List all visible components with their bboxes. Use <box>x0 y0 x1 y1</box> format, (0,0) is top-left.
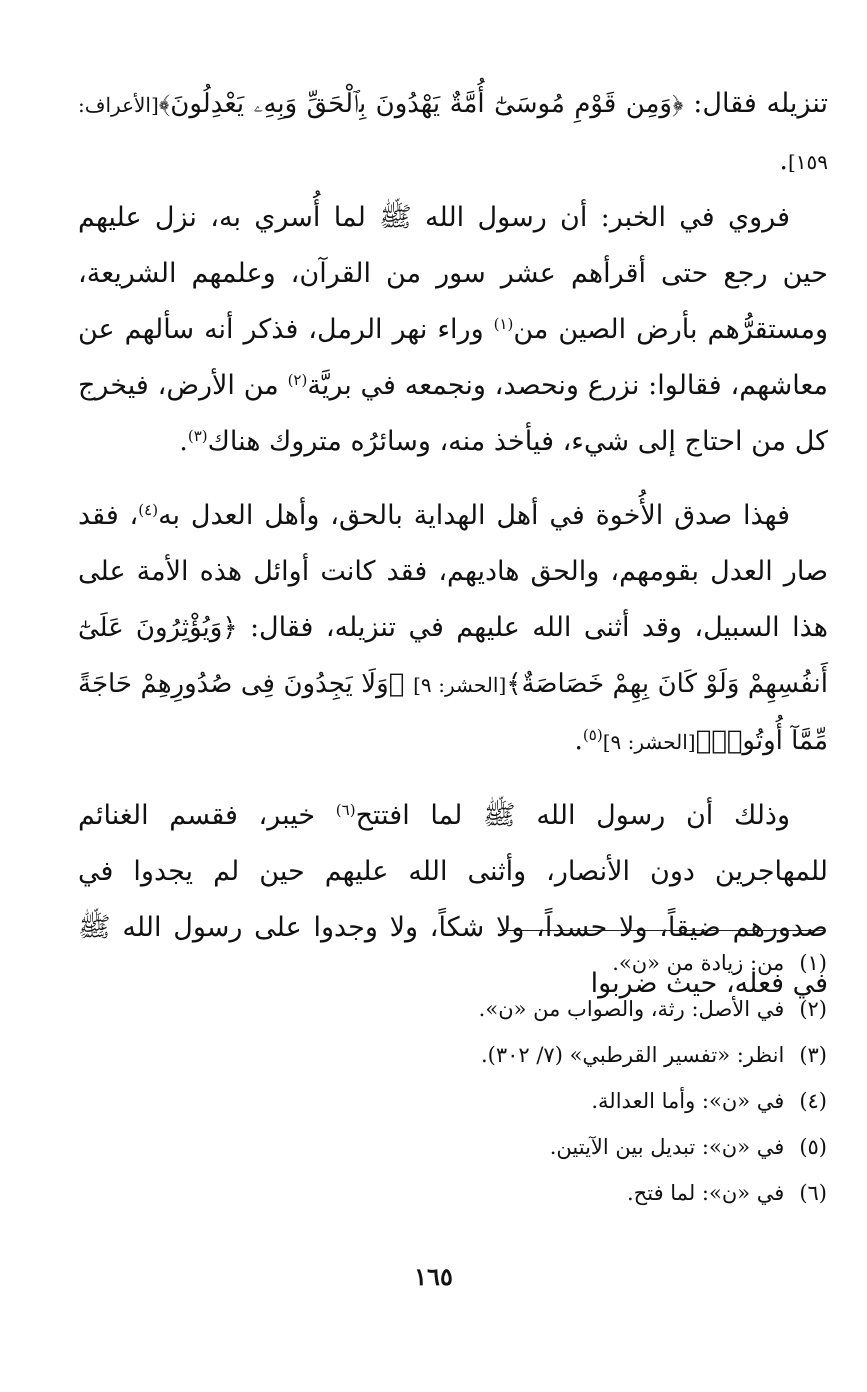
footnote-item <box>67 1032 827 1078</box>
body-text: . <box>779 145 788 176</box>
body-text: وراء نهر الرمل، فذكر أنه سألهم عن معاشهم، فقالوا: نزرع ونحصد، ونجمعه في بريَّة <box>78 314 828 401</box>
footnote-marker: (٦) <box>335 801 356 819</box>
footnote-number: (٢) <box>799 997 827 1021</box>
footnote-text: من: زيادة من «ن». <box>612 951 785 975</box>
body-paragraph <box>78 190 828 470</box>
footnote-item <box>67 986 827 1032</box>
main-text-body <box>78 76 828 1012</box>
quran-verse: ﴿وَلَا يَجِدُونَ فِى صُدُورِهِمْ حَاجَةً مِّمَّآ أُوتُوا۟﴾ <box>78 669 828 756</box>
footnote-number: (٦) <box>799 1181 827 1205</box>
verse-reference: [الأعراف: ١٥٩] <box>78 93 828 174</box>
page-number: ١٦٥ <box>414 1262 453 1291</box>
footnote-item <box>67 1124 827 1170</box>
footnote-item <box>67 940 827 986</box>
quran-verse: ﴿وَيُؤْثِرُونَ عَلَىٰٓ أَنفُسِهِمْ وَلَوْ كَانَ بِهِمْ خَصَاصَةٌ﴾ <box>78 613 828 699</box>
body-text: . <box>574 725 583 756</box>
footnote-text: في «ن»: لما فتح. <box>627 1181 785 1205</box>
footnote-marker: (٥) <box>582 726 603 744</box>
body-text: فهذا صدق الأُخوة في أهل الهداية بالحق، وأهل العدل به <box>158 500 790 531</box>
footnote-item <box>67 1078 827 1124</box>
body-text: من الأرض، فيخرج كل من احتاج إلى شيء، فيأخذ منه، وسائرُه متروك هناك <box>78 370 828 457</box>
footnote-text: في «ن»: تبديل بين الآيتين. <box>549 1135 785 1159</box>
body-text <box>404 668 413 699</box>
footnote-text: في الأصل: رثة، والصواب من «ن». <box>478 997 785 1021</box>
verse-reference: [الحشر: ٩] <box>413 673 507 697</box>
footnote-number: (٣) <box>799 1043 827 1067</box>
body-text: تنزيله فقال: <box>683 88 828 119</box>
body-text: خيبر، فقسم الغنائم للمهاجرين دون الأنصار، وأثنى الله عليهم حين لم يجدوا في صدورهم ضيقاً، ولا حسداً، ولا شكاً، ولا وجدوا على رسول الله ﷺ في فعله، حيث ضربوا <box>78 800 828 999</box>
body-text: وذلك أن رسول الله ﷺ لما افتتح <box>355 800 790 831</box>
footnote-separator <box>500 930 826 931</box>
footnote-item <box>67 1170 827 1216</box>
footnote-marker: (٢) <box>287 371 308 389</box>
footnote-text: انظر: «تفسير القرطبي» (٧/ ٣٠٢). <box>480 1043 785 1067</box>
body-paragraph <box>78 76 828 190</box>
footnote-text: في «ن»: وأما العدالة. <box>591 1089 785 1113</box>
body-text: ، فقد صار العدل بقومهم، والحق هاديهم، فقد كانت أوائل هذه الأمة على هذا السبيل، وقد أثنى الله عليهم في تنزيله، فقال: <box>78 500 828 643</box>
footnote-number: (٥) <box>799 1135 827 1159</box>
body-text: . <box>179 426 188 457</box>
verse-reference: [الحشر: ٩] <box>602 730 696 754</box>
body-text: فروي في الخبر: أن رسول الله ﷺ لما أُسري به، نزل عليهم حين رجع حتى أقرأهم عشر سور من القرآن، وعلمهم الشريعة، ومستقرُّهم بأرض الصين من <box>78 202 828 345</box>
footnote-marker: (٤) <box>138 501 159 519</box>
footnote-number: (١) <box>799 951 827 975</box>
footnote-marker: (٣) <box>187 427 208 445</box>
footnotes-list <box>67 940 827 1216</box>
body-paragraph <box>78 488 828 770</box>
quran-verse: ﴿وَمِن قَوْمِ مُوسَىٰٓ أُمَّةٌ يَهْدُونَ بِٱلْحَقِّ وَبِهِۦ يَعْدِلُونَ﴾ <box>158 89 684 119</box>
footnote-number: (٤) <box>799 1089 827 1113</box>
footnote-marker: (١) <box>493 315 514 333</box>
